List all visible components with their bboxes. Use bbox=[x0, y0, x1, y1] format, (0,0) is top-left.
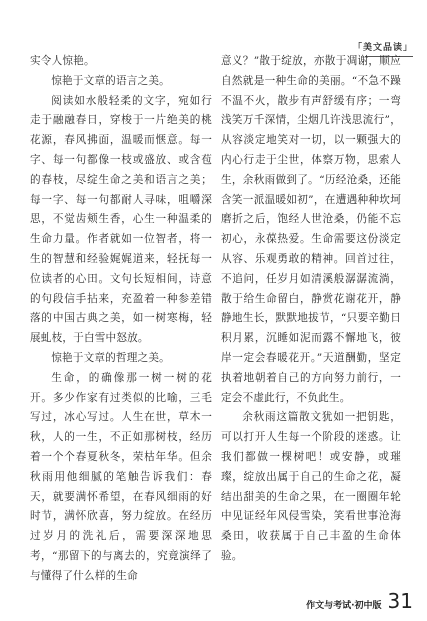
page-footer bbox=[306, 591, 413, 611]
right-column bbox=[221, 52, 401, 567]
section-heading: 惊艳于文章的语言之美。 bbox=[51, 74, 170, 87]
left-column bbox=[30, 52, 212, 587]
paragraph: 实令人惊艳。 bbox=[30, 55, 95, 67]
paragraph: 生命，的确像那一树一树的花开。多少作家有过类似的比喻，三毛写过，冰心写过。人生在世，草木一秋，人的一生，不正如那树枝，经历着一个个春夏秋冬，荣枯年华。但余秋雨用他细腻的笔触告诉我们：春天，就要满怀希望，在春风细雨的好时节，满怀欣喜，努力绽放。在经历过岁月的洗礼后，需要深深地思考，“那留下的与离去的，究竟演绎了与懂得了什么样的生命 bbox=[30, 371, 212, 582]
paragraph: 阅读如水般轻柔的文字，宛如行走于融融春日，穿梭于一片绝美的桃花源，春风拂面，温暖而惬意。每一字、每一句都像一枝或盛放、或含苞的春枝，尽绽生命之美和语言之美；每一字、每一句都耐人寻味，咀嚼深思，不觉齿颊生香，心生一种温柔的生命力量。作者就如一位智者，将一生的智慧和经验娓娓道来，轻抚每一位读者的心田。文句长短相间，诗意的句段信手拈来，充盈着一种参差错落的中国古典之美，如一树寒梅，轻展虬枝，于白雪中怒放。 bbox=[30, 94, 212, 345]
paragraph: 意义？”散于绽放，亦散于凋谢，顺应自然就是一种生命的美丽。“不急不躁不温不火，散步有声舒缓有序；一弯浅笑万千深情，尘烟几许浅思流行”，从容淡定地笑对一切，以一颗强大的内心行走于尘世，体察万物，思索人生，余秋雨做到了。“历经沧桑，还能含笑一派温暖如初”，在遭遇种种坎坷磨折之后，饱经人世沧桑，仍能不忘初心，永葆热爱。生命需要这份淡定从容、乐观勇敢的精神。回首过往，不追问，任岁月如清溪般潺潺流淌，散于给生命留白，静赏花谢花开，静静地生长，默默地拔节，“只要辛勤日积月累，沉睡如泥而露不懈地飞，彼岸一定会春暖花开。”天道酬勤，坚定执着地朝着自己的方向努力前行，一定会不虚此行，不负此生。 bbox=[221, 55, 401, 404]
paragraph: 余秋雨这篇散文犹如一把钥匙，可以打开人生每一个阶段的迷惑。让我们都做一棵树吧！或安静，或璀璨，绽放出属于自己的生命之花，凝结出甜美的生命之果，在一圈圈年轮中见证经年风侵雪染，笑看世事沧海桑田，收获属于自己丰盈的生命体验。 bbox=[221, 411, 401, 562]
page-number: 31 bbox=[387, 589, 413, 613]
section-heading: 惊艳于文章的哲理之美。 bbox=[51, 351, 170, 364]
column-tag: 「美文品读」 bbox=[352, 43, 413, 53]
magazine-name: 作文与考试·初中版 bbox=[306, 601, 382, 611]
